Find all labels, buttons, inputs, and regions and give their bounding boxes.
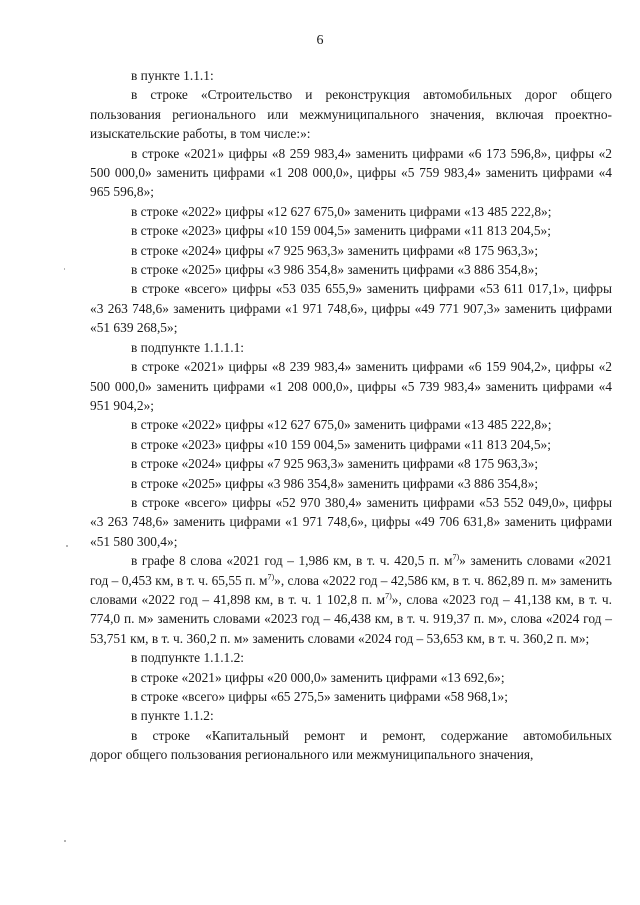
scan-speck	[64, 840, 66, 842]
paragraph: в пункте 1.1.2:	[131, 708, 214, 724]
scan-speck	[66, 545, 68, 547]
paragraph: в строке «2024» цифры «7 925 963,3» заменить цифрами «8 175 963,3»;	[131, 456, 539, 472]
footnote-ref: 7)	[385, 591, 392, 601]
paragraph: в строке «2023» цифры «10 159 004,5» заменить цифрами «11 813 204,5»;	[131, 223, 551, 239]
paragraph: в строке «Строительство и реконструкция автомобильных дорог общего пользования регионального или межмуниципального значения, включая проектно-изыскательские работы, в том числе:»:	[90, 87, 612, 142]
paragraph-last-line-2: дорог общего пользования регионального или межмуниципального значения,	[90, 747, 534, 763]
paragraph: в строке «всего» цифры «52 970 380,4» заменить цифрами «53 552 049,0», цифры «3 263 748,6» заменить цифрами «1 971 748,6», цифры «49 706 631,8» заменить цифрами «51 580 300,4»;	[90, 494, 612, 549]
graph8-text-3: », слова «2022 год – 42,586 км, в т. ч. 862,89 п. м» заменить словами «2022 год – 41,898 км, в т. ч. 1 102,8 п. м	[90, 572, 612, 607]
scan-speck	[64, 268, 65, 270]
paragraph: в подпункте 1.1.1.2:	[131, 650, 245, 666]
paragraph: в строке «2021» цифры «8 259 983,4» заменить цифрами «6 173 596,8», цифры «2 500 000,0» заменить цифрами «1 208 000,0», цифры «5 759 983,4» заменить цифрами «4 965 596,8»;	[90, 145, 612, 200]
document-body	[90, 66, 612, 765]
paragraph: в строке «всего» цифры «53 035 655,9» заменить цифрами «53 611 017,1», цифры «3 263 748,6» заменить цифрами «1 971 748,6», цифры «49 771 907,3» заменить цифрами «51 639 268,5»;	[90, 281, 612, 336]
paragraph: в подпункте 1.1.1.1:	[131, 339, 245, 355]
graph8-text-2: » заменить словами «2021 год – 0,453 км, в т. ч. 65,55 п. м	[90, 553, 612, 588]
footnote-ref: 7)	[452, 552, 460, 562]
paragraph: в строке «2022» цифры «12 627 675,0» заменить цифрами «13 485 222,8»;	[131, 203, 552, 219]
paragraph: в строке «2021» цифры «20 000,0» заменить цифрами «13 692,6»;	[131, 669, 505, 685]
paragraph: в строке «2025» цифры «3 986 354,8» заменить цифрами «3 886 354,8»;	[131, 262, 539, 278]
paragraph: в строке «2023» цифры «10 159 004,5» заменить цифрами «11 813 204,5»;	[131, 436, 551, 452]
paragraph: в строке «2025» цифры «3 986 354,8» заменить цифрами «3 886 354,8»;	[131, 475, 539, 491]
paragraph: в строке «2022» цифры «12 627 675,0» заменить цифрами «13 485 222,8»;	[131, 417, 552, 433]
graph8-text-4: », слова «2023 год – 41,138 км, в т. ч. 774,0 п. м» заменить словами «2023 год – 46,438 км, в т. ч. 919,37 п. м», слова «2024 год – 53,751 км, в т. ч. 360,2 п. м» заменить словами «2024 год – 53,653 км, в т. ч. 360,2 п. м»;	[90, 591, 612, 646]
paragraph: в строке «2024» цифры «7 925 963,3» заменить цифрами «8 175 963,3»;	[131, 242, 539, 258]
paragraph-last-line-1: в строке «Капитальный ремонт и ремонт, содержание автомобильных	[131, 727, 612, 743]
paragraph: в строке «2021» цифры «8 239 983,4» заменить цифрами «6 159 904,2», цифры «2 500 000,0» заменить цифрами «1 208 000,0», цифры «5 739 983,4» заменить цифрами «4 951 904,2»;	[90, 359, 612, 413]
page-number: 6	[316, 33, 324, 48]
paragraph: в пункте 1.1.1:	[131, 68, 214, 83]
footnote-ref: 7)	[267, 572, 275, 582]
paragraph: в строке «всего» цифры «65 275,5» заменить цифрами «58 968,1»;	[131, 689, 508, 704]
paragraph-graph8	[90, 551, 612, 648]
graph8-text-1: в графе 8 слова «2021 год – 1,986 км, в т. ч. 420,5 п. м	[131, 553, 453, 569]
